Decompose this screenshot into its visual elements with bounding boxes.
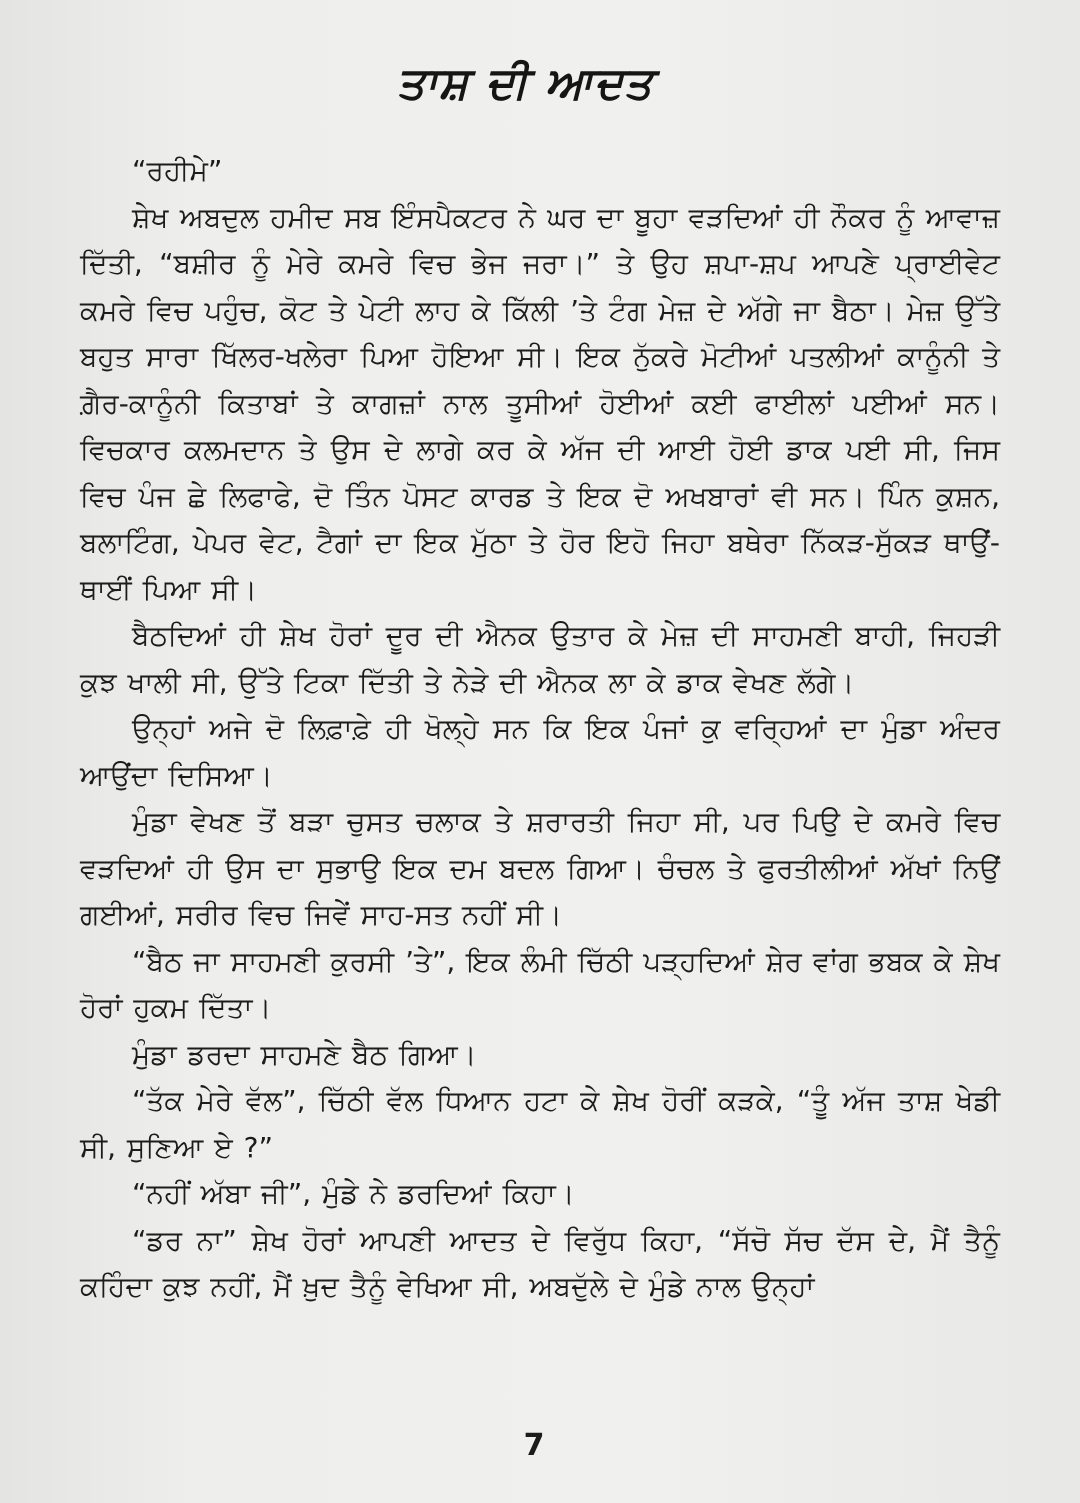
paragraph: ਸ਼ੇਖ ਅਬਦੁਲ ਹਮੀਦ ਸਬ ਇੰਸਪੈਕਟਰ ਨੇ ਘਰ ਦਾ ਬੂਹਾ ਵੜਦਿਆਂ ਹੀ ਨੌਕਰ ਨੂੰ ਆਵਾਜ਼ ਦਿੱਤੀ, “ਬਸ਼ੀਰ ਨੂੰ ਮੇਰੇ ਕਮਰੇ ਵਿਚ ਭੇਜ ਜਰਾ।” ਤੇ ਉਹ ਸ਼ਪਾ-ਸ਼ਪ ਆਪਣੇ ਪ੍ਰਾਈਵੇਟ ਕਮਰੇ ਵਿਚ ਪਹੁੰਚ, ਕੋਟ ਤੇ ਪੇਟੀ ਲਾਹ ਕੇ ਕਿੱਲੀ ’ਤੇ ਟੰਗ ਮੇਜ਼ ਦੇ ਅੱਗੇ ਜਾ ਬੈਠਾ। ਮੇਜ਼ ਉੱਤੇ ਬਹੁਤ ਸਾਰਾ ਖਿੱਲਰ-ਖਲੇਰਾ ਪਿਆ ਹੋਇਆ ਸੀ। ਇਕ ਨੁੱਕਰੇ ਮੋਟੀਆਂ ਪਤਲੀਆਂ ਕਾਨੂੰਨੀ ਤੇ ਗ਼ੈਰ-ਕਾਨੂੰਨੀ ਕਿਤਾਬਾਂ ਤੇ ਕਾਗਜ਼ਾਂ ਨਾਲ ਤੂਸੀਆਂ ਹੋਈਆਂ ਕਈ ਫਾਈਲਾਂ ਪਈਆਂ ਸਨ। ਵਿਚਕਾਰ ਕਲਮਦਾਨ ਤੇ ਉਸ ਦੇ ਲਾਗੇ ਕਰ ਕੇ ਅੱਜ ਦੀ ਆਈ ਹੋਈ ਡਾਕ ਪਈ ਸੀ, ਜਿਸ ਵਿਚ ਪੰਜ ਛੇ ਲਿਫਾਫੇ, ਦੋ ਤਿੰਨ ਪੋਸਟ ਕਾਰਡ ਤੇ ਇਕ ਦੋ ਅਖਬਾਰਾਂ ਵੀ ਸਨ। ਪਿੰਨ ਕੁਸ਼ਨ, ਬਲਾਟਿੰਗ, ਪੇਪਰ ਵੇਟ, ਟੈਗਾਂ ਦਾ ਇਕ ਮੁੱਠਾ ਤੇ ਹੋਰ ਇਹੋ ਜਿਹਾ ਬਥੇਰਾ ਨਿੱਕੜ-ਸੁੱਕੜ ਥਾਉਂ-ਥਾਈਂ ਪਿਆ ਸੀ। xyxy=(80,200,1000,606)
paragraph: ਮੁੰਡਾ ਡਰਦਾ ਸਾਹਮਣੇ ਬੈਠ ਗਿਆ। xyxy=(132,1037,477,1071)
paragraph: ਉਨ੍ਹਾਂ ਅਜੇ ਦੋ ਲਿਫ਼ਾਫ਼ੇ ਹੀ ਖੋਲ੍ਹੇ ਸਨ ਕਿ ਇਕ ਪੰਜਾਂ ਕੁ ਵਰ੍ਹਿਆਂ ਦਾ ਮੁੰਡਾ ਅੰਦਰ ਆਉਂਦਾ ਦਿਸਿਆ। xyxy=(80,712,1000,792)
paragraph: “ਡਰ ਨਾ” ਸ਼ੇਖ ਹੋਰਾਂ ਆਪਣੀ ਆਦਤ ਦੇ ਵਿਰੁੱਧ ਕਿਹਾ, “ਸੱਚੋ ਸੱਚ ਦੱਸ ਦੇ, ਮੈਂ ਤੈਨੂੰ ਕਹਿੰਦਾ ਕੁਝ ਨਹੀਂ, ਮੈਂ ਖ਼ੁਦ ਤੈਨੂੰ ਵੇਖਿਆ ਸੀ, ਅਬਦੁੱਲੇ ਦੇ ਮੁੰਡੇ ਨਾਲ ਉਨ੍ਹਾਂ xyxy=(80,1223,1000,1303)
paragraph: “ਰਹੀਮੇ” xyxy=(132,154,223,187)
paragraph: ਮੁੰਡਾ ਵੇਖਣ ਤੋਂ ਬੜਾ ਚੁਸਤ ਚਲਾਕ ਤੇ ਸ਼ਰਾਰਤੀ ਜਿਹਾ ਸੀ, ਪਰ ਪਿਉ ਦੇ ਕਮਰੇ ਵਿਚ ਵੜਦਿਆਂ ਹੀ ਉਸ ਦਾ ਸੁਭਾਉ ਇਕ ਦਮ ਬਦਲ ਗਿਆ। ਚੰਚਲ ਤੇ ਫੁਰਤੀਲੀਆਂ ਅੱਖਾਂ ਨਿਉਂ ਗਈਆਂ, ਸਰੀਰ ਵਿਚ ਜਿਵੇਂ ਸਾਹ-ਸਤ ਨਹੀਂ ਸੀ। xyxy=(80,805,1000,931)
body-text xyxy=(80,148,1000,1311)
page-number: 7 xyxy=(523,1428,545,1463)
paragraph: “ਬੈਠ ਜਾ ਸਾਹਮਣੀ ਕੁਰਸੀ ’ਤੇ”, ਇਕ ਲੰਮੀ ਚਿੱਠੀ ਪੜ੍ਹਦਿਆਂ ਸ਼ੇਰ ਵਾਂਗ ਭਬਕ ਕੇ ਸ਼ੇਖ ਹੋਰਾਂ ਹੁਕਮ ਦਿੱਤਾ। xyxy=(80,944,1000,1024)
paragraph: ਬੈਠਦਿਆਂ ਹੀ ਸ਼ੇਖ ਹੋਰਾਂ ਦੂਰ ਦੀ ਐਨਕ ਉਤਾਰ ਕੇ ਮੇਜ਼ ਦੀ ਸਾਹਮਣੀ ਬਾਹੀ, ਜਿਹੜੀ ਕੁਝ ਖਾਲੀ ਸੀ, ਉੱਤੇ ਟਿਕਾ ਦਿੱਤੀ ਤੇ ਨੇੜੇ ਦੀ ਐਨਕ ਲਾ ਕੇ ਡਾਕ ਵੇਖਣ ਲੱਗੇ। xyxy=(80,619,1000,699)
paragraph: “ਨਹੀਂ ਅੱਬਾ ਜੀ”, ਮੁੰਡੇ ਨੇ ਡਰਦਿਆਂ ਕਿਹਾ। xyxy=(132,1177,575,1210)
chapter-title: ਤਾਸ਼ ਦੀ ਆਦਤ xyxy=(396,58,654,109)
paragraph: “ਤੱਕ ਮੇਰੇ ਵੱਲ”, ਚਿੱਠੀ ਵੱਲ ਧਿਆਨ ਹਟਾ ਕੇ ਸ਼ੇਖ ਹੋਰੀਂ ਕੜਕੇ, “ਤੂੰ ਅੱਜ ਤਾਸ਼ ਖੇਡੀ ਸੀ, ਸੁਣਿਆ ਏ ?” xyxy=(80,1084,1000,1164)
